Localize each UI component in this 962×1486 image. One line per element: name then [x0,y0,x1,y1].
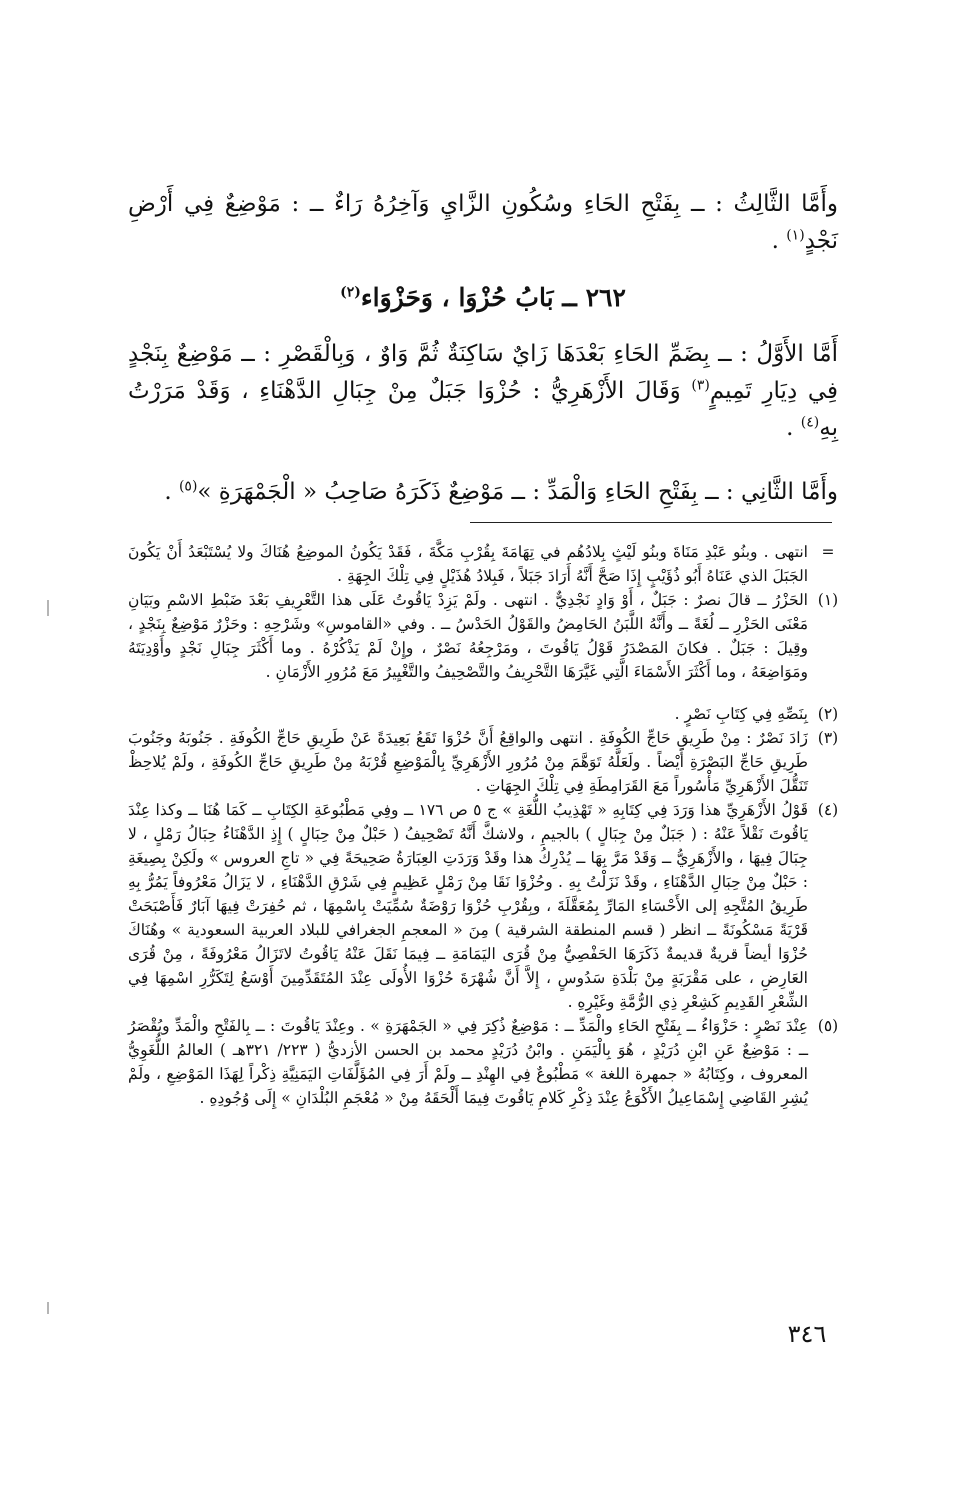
footnote-number: (٢) [817,705,839,723]
footnote-number: (٤) [817,801,839,819]
footnote-4 [128,798,848,1014]
paragraph-end: . [786,415,801,441]
paragraph-third-entry [128,186,838,260]
paragraph-second-entry [128,474,838,511]
footnote-ref[interactable]: (٤) [800,414,820,431]
page-number: ٣٤٦ [787,1320,827,1348]
paragraph-end: . [771,228,787,254]
scan-mark [47,600,49,616]
section-heading [128,280,838,316]
footnote-number: (٣) [817,729,839,747]
footnote-text: زَادَ نَصْرٌ : مِنْ طَرِيقِ حَاجِّ الكُوفَةِ . انتهى والواقِعُ أَنَّ حُزْوَا تَقَعُ بَعِيدَةً عَنْ طَرِيقِ حَاجِّ الكُوفَةِ . جَنُوبَهُ وجَنُوبَ طَرِيقِ حَاجِّ البَصْرَةِ أَيْضاً . ولَعَلَّهُ تَوَهَّمَ مِنْ مُرُورِ الأَزْهَرِيِّ بِالْمَوْضِعِ قُرْبَهُ مِنْ طَرِيقِ حَاجِّ الكُوفَةِ ، ولَمْ يُلاحِظْ تَنَقُّلَ الأَزْهَرِيِّ مَأْسُوراً مَعَ القَرَامِطَةِ فِي تِلْكَ الجِهَاتِ . [128,729,808,795]
footnote-ref[interactable]: (٢) [340,284,361,301]
footnote-number: = [821,543,835,561]
footnote-3 [128,726,848,798]
footnote-ref[interactable]: (١) [786,227,805,244]
footnote-text: الحَزْرُ ــ قالَ نصرٌ : جَبَلٌ ، أَوْ وَادٍ نَجْدِيٌّ . انتهى . ولَمْ يَزِدْ يَاقُوتُ عَلَى هذا التَّعْرِيفِ بَعْدَ ضَبْطِ الاسْمِ وبَيَانِ مَعْنَى الحَزْرِ ــ لُغَةً ــ وأَنَّهُ اللَّبَنُ الحَامِضُ والقَوْلُ الحَدْسُ ــ . وفي «القاموسِ» وشَرْحِهِ : وحَزْرٌ مَوْضِعٌ بِنَجْدٍ ، وقِيلَ : جَبَلٌ . فكانَ المَصْدَرُ قَوْلُ يَاقُوتَ ، ومَرْجِعُهُ نَصْرٌ ، وإِنْ لَمْ يَذْكُرْهُ . وما أَكْثَرَ جِبَالِ نَجْدٍ وأَوْدِيَتَهُ ومَوَاضِعَهُ ، وما أَكْثَرَ الأَسْمَاءَ الَّتِي غَيَّرَهَا التَّحْرِيفُ والتَّصْحِيفُ والتَّغْيِيرُ مَعَ مُرُورِ الأَزْمَانِ . [128,591,808,681]
paragraph-text: وأَمَّا الثَّالِثُ : ــ بِفَتْحِ الحَاءِ وسُكُونِ الزَّايِ وَآخِرُهُ رَاءٌ ــ : مَوْضِعٌ فِي أَرْضِ نَجْدٍ [128,191,838,254]
paragraph-text: أَمَّا الأَوَّلُ : ــ بِضَمِّ الحَاءِ بَعْدَهَا زَايٌ سَاكِنَةٌ ثُمَّ وَاوٌ ، وَبِالْقَصْرِ : ــ مَوْضِعٌ بِنَجْدٍ فِي دِيَارِ تَمِيمٍ [128,341,838,404]
footnote-spacer [128,684,848,702]
footnote-5 [128,1014,848,1110]
paragraph-text: وَقَالَ الأَزْهَرِيُّ : حُزْوَا جَبَلٌ مِنْ جِبَالِ الدَّهْنَاءِ ، وَقَدْ مَرَرْتُ بِهِ [128,378,838,441]
footnote-number: (١) [817,591,839,609]
footnote-number: (٥) [817,1017,839,1035]
footnote-2 [128,702,848,726]
footnote-text: قَوْلُ الأَزْهَرِيِّ هذا وَرَدَ فِي كِتَابِهِ « تَهْذِيبُ اللُّغَةِ » ج ٥ ص ١٧٦ ــ وفِي مَطْبُوعَةِ الكِتَابِ ــ كَمَا هُنَا ــ وكذا عِنْدَ يَاقُوتَ نَقْلاً عَنْهُ : ( جَبَلٌ مِنْ جِبَالٍ ) بالجيمِ ، ولاشكَّ أَنَّهُ تَصْحِيفُ ( حَبْلٌ مِنْ حِبَالٍ ) إِذِ الدَّهْنَاءُ حِبَالُ رَمْلٍ ، لا جِبَالَ فِيهَا ، والأَزْهَرِيُّ ــ وَقَدْ مَرَّ بِهَا ــ يُدْرِكُ هذا وقَدْ وَرَدَتِ العِبَارَةُ صَحِيحَةً فِي « تاجِ العروس » ولَكِنْ بِصِيغَةِ : حَبْلٌ مِنْ حِبَالِ الدَّهْنَاءِ ، وقَدْ نَزَلْتُ بِهِ . وحُزْوَا نَقَا مِنْ رَمْلٍ عَظِيمٍ فِي شَرْقِ الدَّهْنَاءِ ، لا يَزَالُ مَعْرُوفاً يَمُرُّ بِهِ طَرِيقُ المُتَّجِهِ إلى الأَحْسَاءِ المَارِّ بِمُعَقَّلَةَ ، وبِقُرْبِ حُزْوَا رَوْضَةٌ سُمِّيَتْ بِاسْمِهَا ، ثم حُفِرَتْ فِيهَا آبَارٌ فَأَصْبَحَتْ قَرْيَةً مَسْكُونَةً ــ انظر ( قسم المنطقة الشرقية ) مِنَ « المعجمِ الجغرافي للبلاد العربية السعودية » وهُنَاكَ حُزْوَا أيضاً قريةٌ قديمةٌ ذَكَرَهَا الحَفْصِيُّ مِنْ قُرَى اليَمَامَةِ ــ فِيمَا نَقَلَ عَنْهُ يَاقُوتُ لاتَزَالُ مَعْرُوفَةً ، مِنْ قُرَى العَارِضِ ، على مَقْرَبَةٍ مِنْ بَلْدَةِ سَدُوسٍ ، إِلاَّ أَنَّ شُهْرَةَ حُزْوَا الأُولَى عِنْدَ المُتَقَدِّمِينَ أَوْسَعُ لِتَكَرُّرِ اسْمِهَا فِي الشِّعْرِ القَدِيمِ كَشِعْرِ ذِي الرُّمَّةِ وغَيْرِهِ . [128,801,808,1011]
footnote-ref[interactable]: (٣) [691,377,710,394]
footnote-text: انتهى . وبنُو عَبْدِ مَنَاةَ وبنُو لَيْثٍ بِلادُهُم في تِهَامَةَ بِقُرْبِ مَكَّةَ ، فَقَدْ يَكُونُ الموضِعُ هُنَاكَ ولا يُسْتَبْعَدُ أَنْ يَكُونَ الجَبَلَ الذي عَنَاهُ أَبُو ذُؤَيْبٍ إِذَا صَحَّ أَنَّهُ أَرَادَ جَبَلاً ، فَبِلادُ هُذَيْلٍ فِي تِلْكَ الجِهَةِ . [128,543,808,585]
heading-text: ٢٦٢ ــ بَابُ حُزْوَا ، وَحَزْوَاء [360,283,626,312]
paragraph-text: وأَمَّا الثَّانِي : ــ بِفَتْحِ الحَاءِ وَالْمَدِّ : ــ مَوْضِعٌ ذَكَرَهُ صَاحِبُ « الْجَمْهَرَةِ » [197,479,838,505]
paragraph-end: . [164,479,179,505]
scan-mark [47,1302,49,1314]
footnote-1 [128,588,848,684]
footnote-text: بِنَصِّهِ فِي كِتَابِ نَصْرٍ . [674,705,808,723]
footnotes [128,540,848,1110]
paragraph-first-entry [128,336,838,447]
footnote-text: عِنْدَ نَصْرٍ : حَزْوَاءُ ــ بِفَتْحِ الحَاءِ والْمَدِّ ــ : مَوْضِعٌ ذُكِرَ فِي « الجَمْهَرَةِ » . وعِنْدَ يَاقُوتَ : ــ بِالفَتْحِ والْمَدِّ ويُقْصَرُ ــ : مَوْضِعٌ عَنِ ابْنِ دُرَيْدٍ ، هُوَ بِالْيَمَنِ . وابْنُ دُرَيْدٍ محمد بن الحسن الأزديُّ ( ٢٢٣/ ٣٢١هـ ) العالمُ اللُّغَوِيُّ المعروف ، وكِتَابُهُ « جمهرة اللغة » مَطْبُوعٌ فِي الهِنْدِ ــ ولَمْ أَرَ فِي المُؤَلَّفَاتِ اليَمَنِيَّةِ ذِكْراً لِهَذَا المَوْضِعِ ، ولَمْ يُشِرِ القَاضِي إِسْمَاعِيلُ الأَكْوَعُ عِنْدَ ذِكْرِ كَلامِ يَاقُوتَ فِيمَا أَلْحَقَهُ مِنْ « مُعْجَمِ البُلْدَانِ » إِلَى وُجُودِهِ . [128,1017,808,1107]
footnote-continuation [128,540,848,588]
footnote-separator [470,522,832,523]
footnote-ref[interactable]: (٥) [178,478,198,495]
